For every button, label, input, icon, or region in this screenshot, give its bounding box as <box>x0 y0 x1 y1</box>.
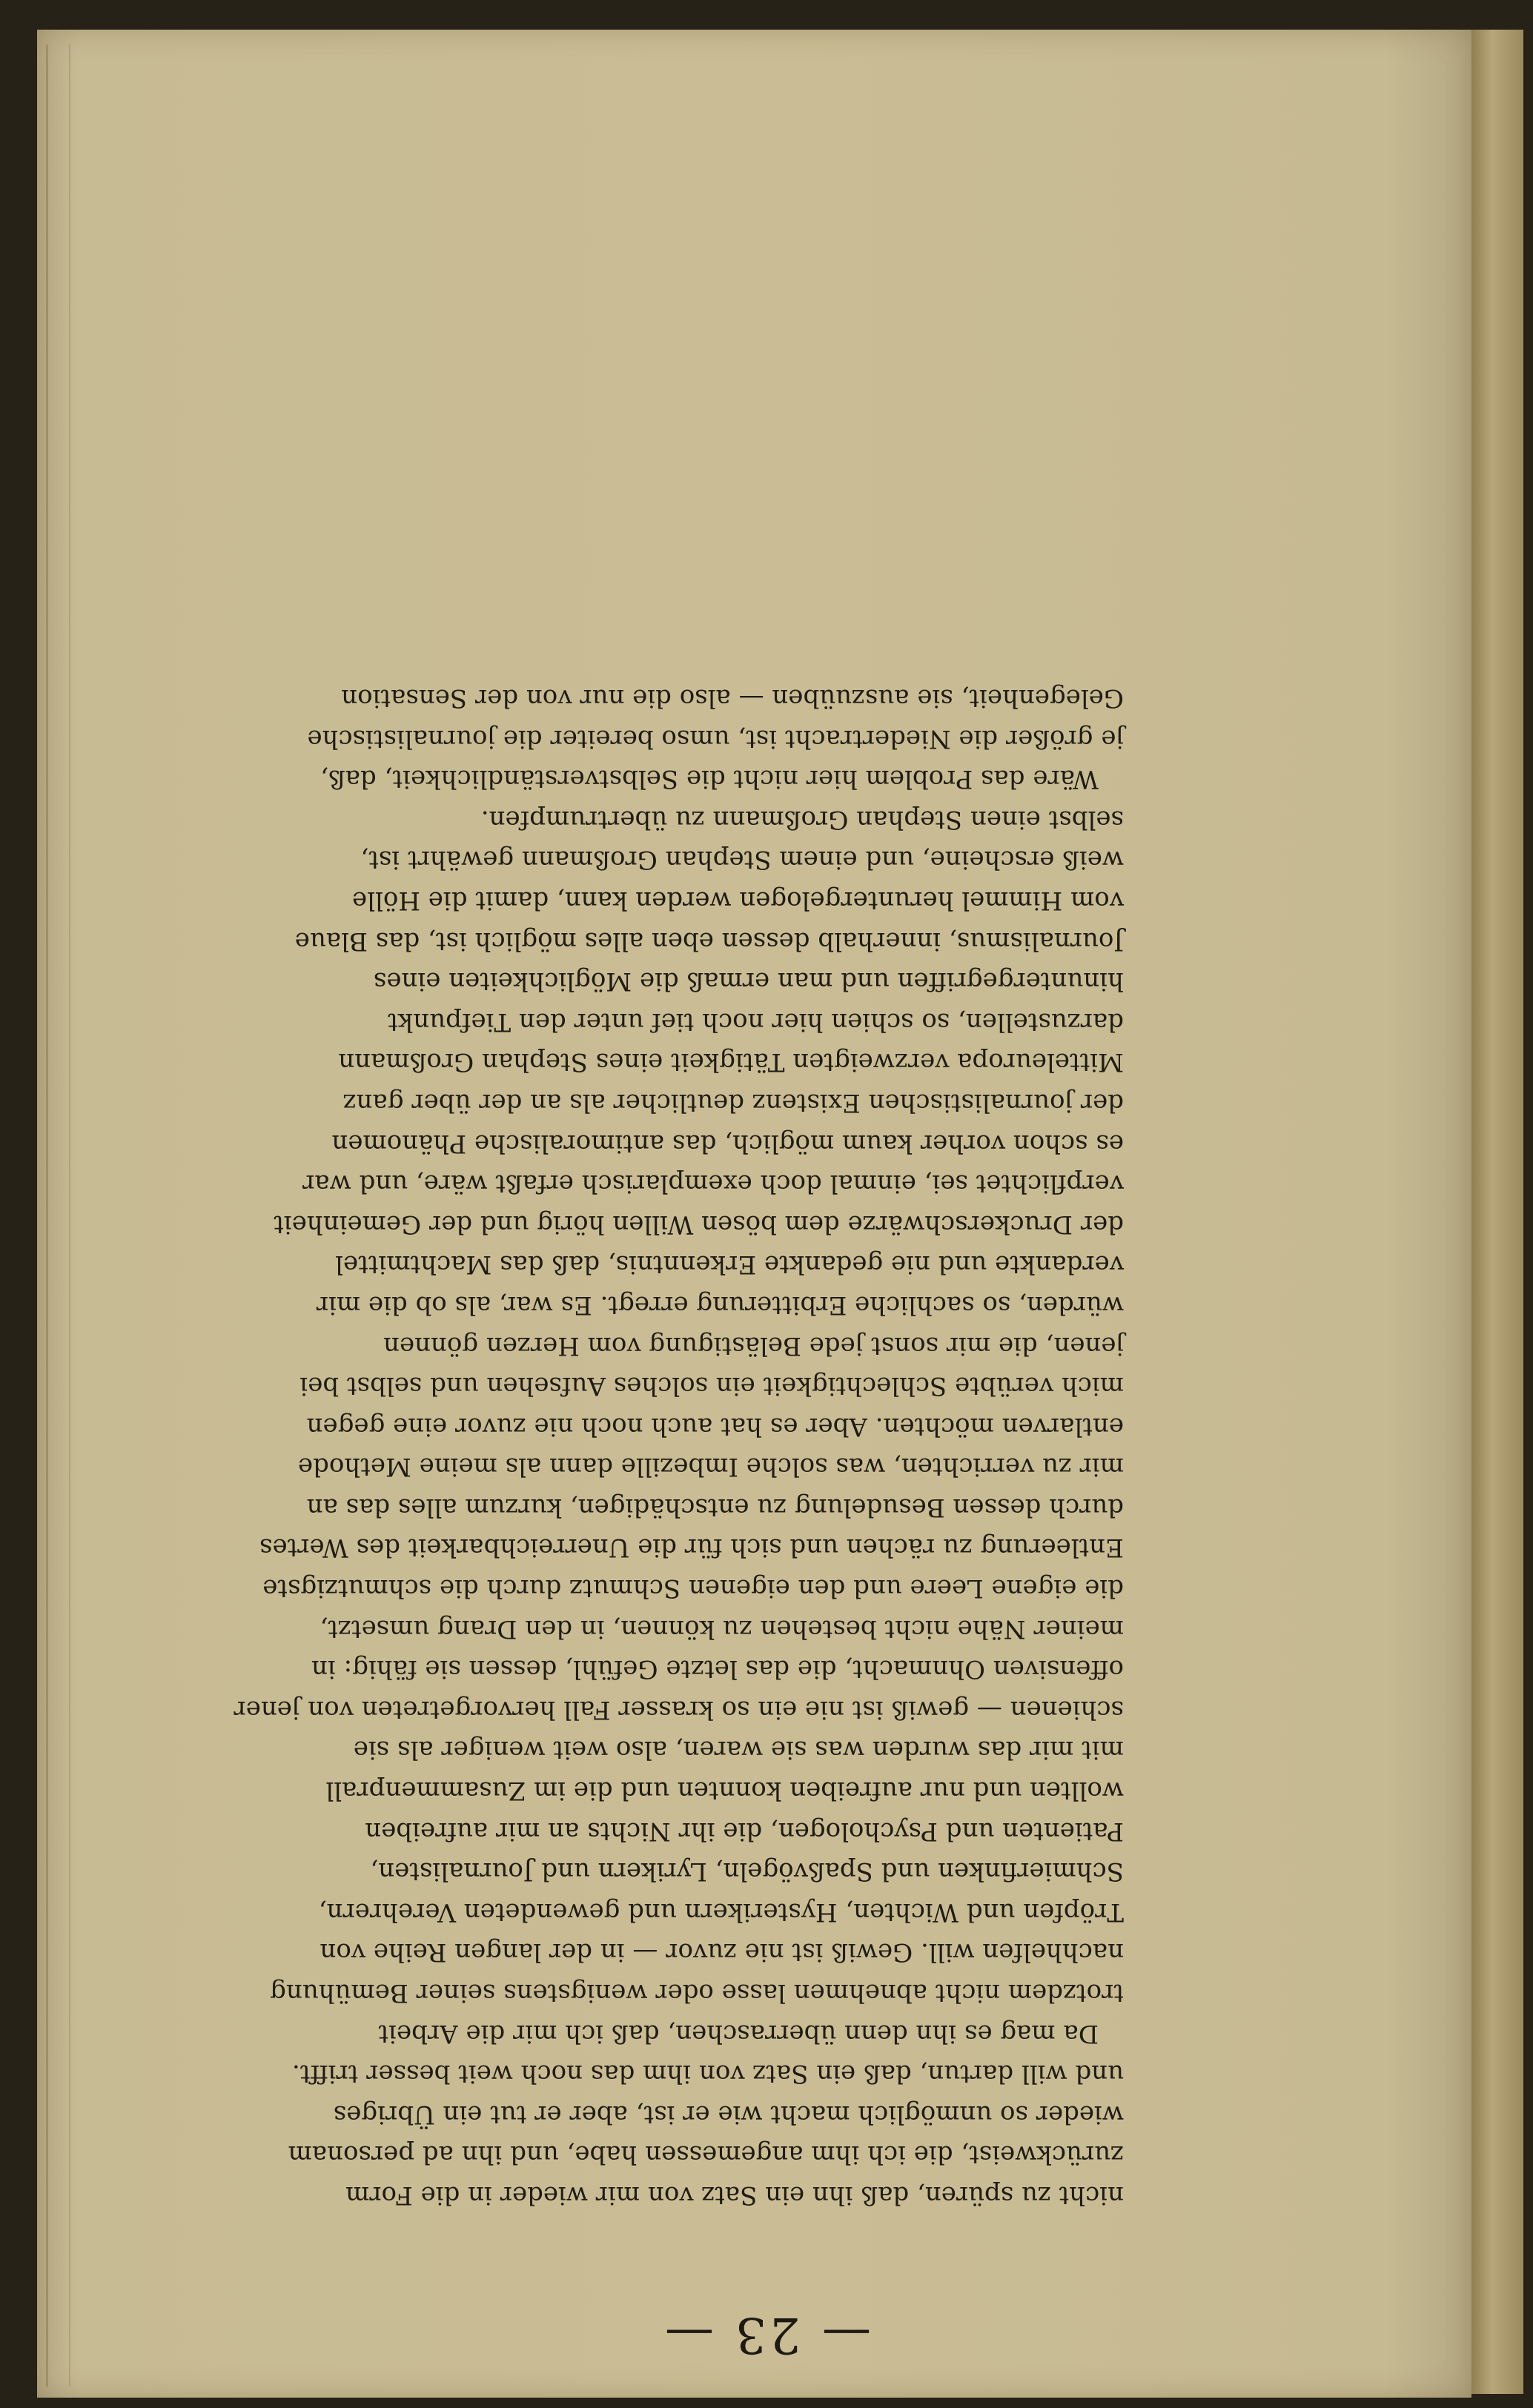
text-line: offensiven Ohnmacht, die das letzte Gefühl, dessen sie fähig: in <box>311 1654 1124 1685</box>
text-line: jenen, die mir sonst jede Belästigung vom Herzen gönnen <box>383 1330 1124 1361</box>
text-line: mir zu verrichten, was solche Imbezille dann als meine Methode <box>298 1452 1124 1482</box>
text-line: Wäre das Problem hier nicht die Selbstverständlichkeit, daß, <box>320 764 1099 795</box>
text-line: die eigene Leere und den eigenen Schmutz durch die schmutzigste <box>262 1573 1124 1604</box>
text-line: wollten und nur aufreiben konnten und die im Zusammenprall <box>325 1776 1124 1806</box>
text-line: entlarven möchten. Aber es hat auch noch nie zuvor eine gegen <box>306 1411 1124 1442</box>
text-line: mit mir das wurden was sie waren, also weit weniger als sie <box>353 1735 1124 1765</box>
text-line: Mitteleuropa verzweigten Tätigkeit eines Stephan Großmann <box>338 1047 1124 1078</box>
text-line: vom Himmel heruntergelogen werden kann, damit die Hölle <box>352 886 1124 915</box>
text-line: Gelegenheit, sie auszuüben — also die nur von der Sensation <box>341 683 1124 714</box>
text-line: darzustellen, so schien hier noch tief unter den Tiefpunkt <box>388 1006 1124 1037</box>
text-line: Schmierfinken und Spaßvögeln, Lyrikern und Journalisten, <box>370 1857 1124 1887</box>
text-line: Tröpfen und Wichten, Hysterikern und gewendeten Verehrern, <box>318 1897 1124 1927</box>
text-line: würden, so sachliche Erbitterung erregt. Es war, als ob die mir <box>316 1290 1124 1320</box>
text-line: je größer die Niedertracht ist, umso bereiter die journalistische <box>307 723 1124 754</box>
text-line: hinuntergegriffen und man ermaß die Möglichkeiten eines <box>373 966 1124 997</box>
text-line: wieder so unmöglich macht wie er ist, aber er tut ein Übriges <box>333 2099 1124 2129</box>
body-text <box>234 677 1124 2215</box>
text-line: der journalistischen Existenz deutlicher als an der über ganz <box>342 1087 1124 1118</box>
text-line: verpflichtet sei, einmal doch exemplarisch erfaßt wäre, und war <box>302 1169 1124 1199</box>
text-line: weiß erscheine, und einem Stephan Großmann gewährt ist, <box>360 845 1124 875</box>
text-line: durch dessen Besudelung zu entschädigen, kurzum alles das an <box>306 1492 1124 1522</box>
page-number: — 23 — <box>662 2306 871 2364</box>
text-line: es schon vorher kaum möglich, das antimoralische Phänomen <box>331 1128 1124 1158</box>
text-line: verdankte und nie gedankte Erkenntnis, daß das Machtmittel <box>335 1250 1124 1280</box>
text-line: nicht zu spüren, daß ihn ein Satz von mir wieder in die Form <box>345 2180 1124 2210</box>
text-line: schienen — gewiß ist nie ein so krasser Fall hervorgetreten von jener <box>234 1694 1124 1725</box>
text-line: selbst einen Stephan Großmann zu übertrumpfen. <box>480 804 1124 835</box>
text-line: trotzdem nicht abnehmen lasse oder wenigstens seiner Bemühung <box>270 1978 1124 2009</box>
text-line: zurückweist, die ich ihm angemessen habe, und ihn ad personam <box>288 2140 1124 2170</box>
text-line: mich verübte Schlechtigkeit ein solches Aufsehen und selbst bei <box>299 1371 1124 1402</box>
text-line: Da mag es ihn denn überraschen, daß ich mir die Arbeit <box>378 2018 1099 2049</box>
text-line: Journalismus, innerhalb dessen eben alles möglich ist, das Blaue <box>294 926 1124 956</box>
text-line: Patienten und Psychologen, die ihr Nichts an mir aufreiben <box>365 1816 1124 1846</box>
text-line: und will dartun, daß ein Satz von ihm das noch weit besser trifft. <box>291 2059 1124 2089</box>
text-line: der Druckerschwärze dem bösen Willen hörig und der Gemeinheit <box>274 1209 1124 1239</box>
text-line: meiner Nähe nicht bestehen zu können, in den Drang umsetzt, <box>319 1613 1124 1644</box>
text-line: nachhelfen will. Gewiß ist nie zuvor — in der langen Reihe von <box>319 1937 1124 1968</box>
text-line: Entleerung zu rächen und sich für die Unerreichbarkeit des Wertes <box>259 1533 1124 1563</box>
